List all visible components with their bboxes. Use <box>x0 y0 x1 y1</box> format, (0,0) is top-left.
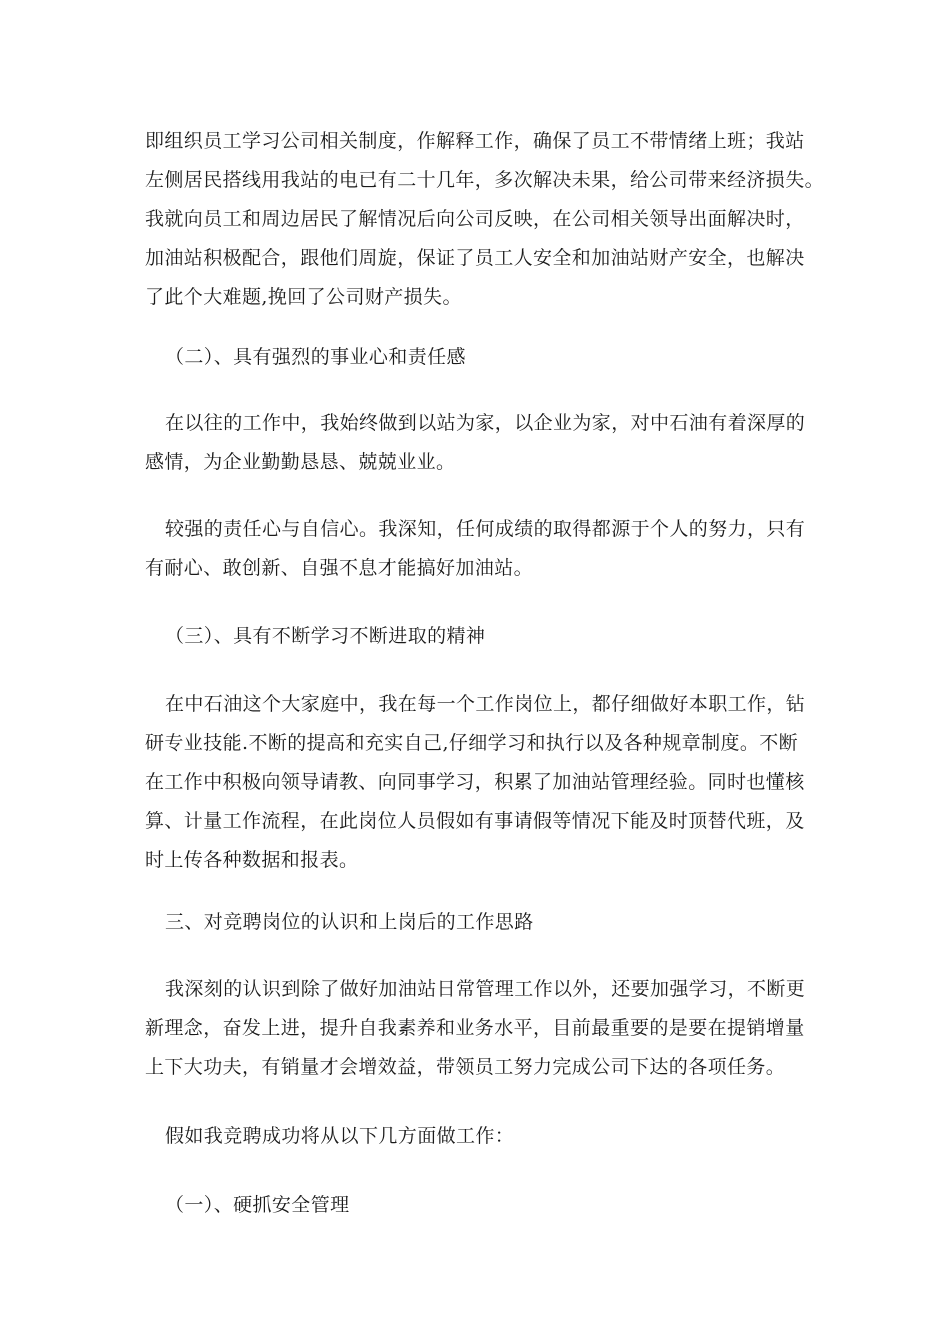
text-line: 在中石油这个大家庭中，我在每一个工作岗位上，都仔细做好本职工作，钻 <box>165 693 806 715</box>
text-line: 在工作中积极向领导请教、向同事学习，积累了加油站管理经验。同时也懂核 <box>145 771 805 793</box>
text-line: 感情，为企业勤勤恳恳、兢兢业业。 <box>145 451 456 473</box>
text-line: 即组织员工学习公司相关制度，作解释工作，确保了员工不带情绪上班；我站 <box>145 130 805 152</box>
paragraph-confidence <box>145 510 810 588</box>
text-line: 我就向员工和周边居民了解情况后向公司反映，在公司相关领导出面解决时， <box>145 208 805 230</box>
paragraph-safety-resolution <box>145 122 825 317</box>
subheading-safety-management: （一）、硬抓安全管理 <box>165 1194 350 1216</box>
text-line: 我深刻的认识到除了做好加油站日常管理工作以外，还要加强学习，不断更 <box>165 978 806 1000</box>
text-line: 有耐心、敢创新、自强不息才能搞好加油站。 <box>145 557 534 579</box>
text-line: 时上传各种数据和报表。 <box>145 849 359 871</box>
text-line: 左侧居民搭线用我站的电已有二十几年，多次解决未果，给公司带来经济损失。 <box>145 169 825 191</box>
paragraph-plan-intro: 假如我竞聘成功将从以下几方面做工作： <box>165 1125 515 1147</box>
text-line: 较强的责任心与自信心。我深知，任何成绩的取得都源于个人的努力，只有 <box>165 518 806 540</box>
subheading-responsibility: （二）、具有强烈的事业心和责任感 <box>165 346 466 368</box>
paragraph-dedication <box>145 404 810 482</box>
text-line: 了此个大难题,挽回了公司财产损失。 <box>145 286 462 308</box>
subheading-learning: （三）、具有不断学习不断进取的精神 <box>165 625 486 647</box>
text-line: 加油站积极配合，跟他们周旋，保证了员工人安全和加油站财产安全，也解决 <box>145 247 805 269</box>
text-line: 新理念，奋发上进，提升自我素养和业务水平，目前最重要的是要在提销增量 <box>145 1017 805 1039</box>
paragraph-learning <box>145 685 810 880</box>
text-line: 在以往的工作中，我始终做到以站为家，以企业为家，对中石油有着深厚的 <box>165 412 806 434</box>
text-line: 算、计量工作流程，在此岗位人员假如有事请假等情况下能及时顶替代班，及 <box>145 810 805 832</box>
paragraph-understanding <box>145 970 810 1087</box>
text-line: 研专业技能.不断的提高和充实自己,仔细学习和执行以及各种规章制度。不断 <box>145 732 799 754</box>
text-line: 上下大功夫，有销量才会增效益，带领员工努力完成公司下达的各项任务。 <box>145 1056 786 1078</box>
section-title-work-plan: 三、对竞聘岗位的认识和上岗后的工作思路 <box>165 911 534 933</box>
